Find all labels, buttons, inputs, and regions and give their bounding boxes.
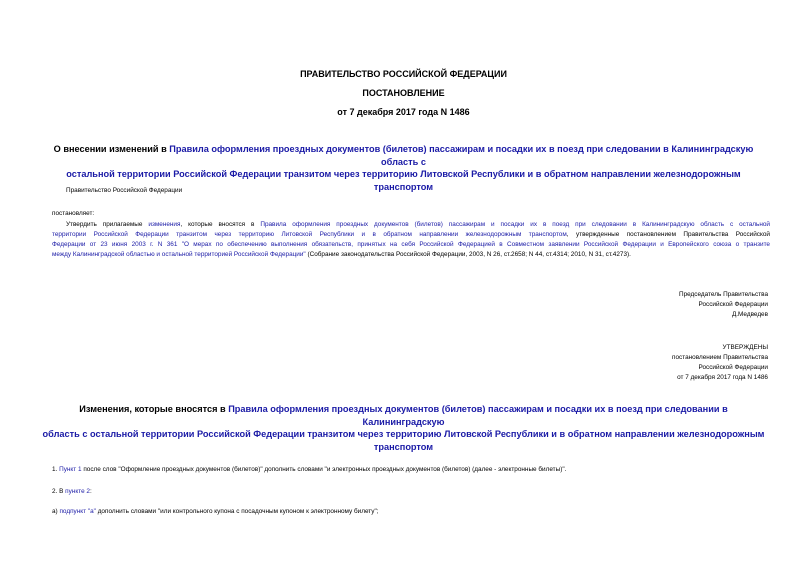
para-line-2 — [52, 230, 770, 240]
changes-rules-link[interactable]: Правила оформления проездных документов (билетов) пассажирам и посадки их в поезд при следовании в Калининградскую — [228, 404, 728, 427]
para-text: Утвердить прилагаемые — [66, 221, 149, 228]
rules-title-link-cont[interactable]: остальной территории Российской Федерации транзитом через территорию Литовской Республики и в обратном направлении железнодорожным транспортом — [66, 169, 741, 192]
changes-title-line-1 — [40, 403, 767, 428]
rules-link[interactable]: Правила оформления проездных документов (билетов) пассажирам и посадки их в поезд при следовании в Калининградскую область с остальной — [260, 221, 770, 228]
approval-org: Российской Федерации — [698, 364, 768, 371]
item-2a — [52, 507, 379, 517]
decides-label: постановляет: — [52, 210, 95, 217]
item-2-link[interactable]: пункте 2 — [65, 488, 90, 495]
changes-rules-link-end[interactable]: транспортом — [373, 441, 434, 452]
item-2a-prefix: а) — [52, 508, 60, 515]
item-1 — [52, 465, 566, 475]
signature-org: Российской Федерации — [698, 301, 768, 308]
item-1-link[interactable]: Пункт 1 — [59, 466, 82, 473]
para-text: , которые вносятся в — [180, 221, 261, 228]
document-title-line-1 — [40, 143, 767, 168]
item-2a-link[interactable]: подпункт "а" — [59, 508, 96, 515]
signature-name: Д.Медведев — [731, 311, 768, 318]
issuer: Правительство Российской Федерации — [66, 187, 183, 194]
para-text: , утвержденные постановлением Правительства Российской — [566, 231, 770, 238]
signature-position: Председатель Правительства — [679, 291, 768, 298]
para-text: (Собрание законодательства Российской Федерации, 2003, N 26, ст.2658; N 44, ст.4314; 2010, N 31, ст.4273). — [305, 251, 631, 258]
changes-title — [40, 403, 767, 453]
title-prefix: О внесении изменений в — [53, 144, 170, 154]
resolution-link[interactable]: Федерации от 23 июня 2003 г. N 361 "О мерах по обеспечению выполнения обязательств, принятых на себя Российской Федерацией в Совместном заявлении Российской Федерации и Европейского союза о транзите — [52, 241, 770, 248]
changes-title-line-3 — [40, 441, 767, 454]
approval-by: постановлением Правительства — [672, 354, 768, 361]
para-line-1 — [52, 220, 770, 230]
approval-block — [520, 343, 768, 383]
item-2a-text: дополнить словами "или контрольного купона с посадочным купоном к электронному билету"; — [95, 508, 379, 515]
approval-label: УТВЕРЖДЕНЫ — [722, 344, 768, 351]
item-1-text: после слов "Оформление проездных документов (билетов)" дополнить словами "и электронных проездных документов (билетов) (далее - электронные билеты)". — [81, 466, 567, 473]
signature-block — [520, 290, 768, 320]
item-2 — [52, 487, 92, 497]
approval-date: от 7 декабря 2017 года N 1486 — [677, 374, 768, 381]
main-paragraph — [52, 220, 770, 260]
government-heading: ПРАВИТЕЛЬСТВО РОССИЙСКОЙ ФЕДЕРАЦИИ — [300, 69, 507, 79]
resolution-link-cont[interactable]: между Калининградской областью и остальной территорией Российской Федерации" — [52, 251, 306, 258]
changes-link[interactable]: изменения — [148, 221, 181, 228]
changes-title-prefix: Изменения, которые вносятся в — [79, 404, 229, 414]
item-number: 1. — [52, 466, 60, 473]
changes-title-line-2 — [40, 428, 767, 441]
document-type: ПОСТАНОВЛЕНИЕ — [362, 88, 445, 98]
item-2-suffix: : — [89, 488, 92, 495]
para-line-3 — [52, 240, 770, 250]
item-2-prefix: 2. В — [52, 488, 66, 495]
para-line-4 — [52, 250, 770, 260]
rules-link-cont[interactable]: территории Российской Федерации транзитом через территорию Литовской Республики и в обратном направлении железнодорожным транспортом — [52, 231, 567, 238]
document-date-number: от 7 декабря 2017 года N 1486 — [337, 107, 470, 117]
rules-title-link[interactable]: Правила оформления проездных документов (билетов) пассажирам и посадки их в поезд при следовании в Калининградскую область с — [169, 144, 754, 167]
changes-rules-link-cont[interactable]: область с остальной территории Российской Федерации транзитом через территорию Литовской Республики и в обратном направлении железнодорожным — [42, 429, 765, 439]
